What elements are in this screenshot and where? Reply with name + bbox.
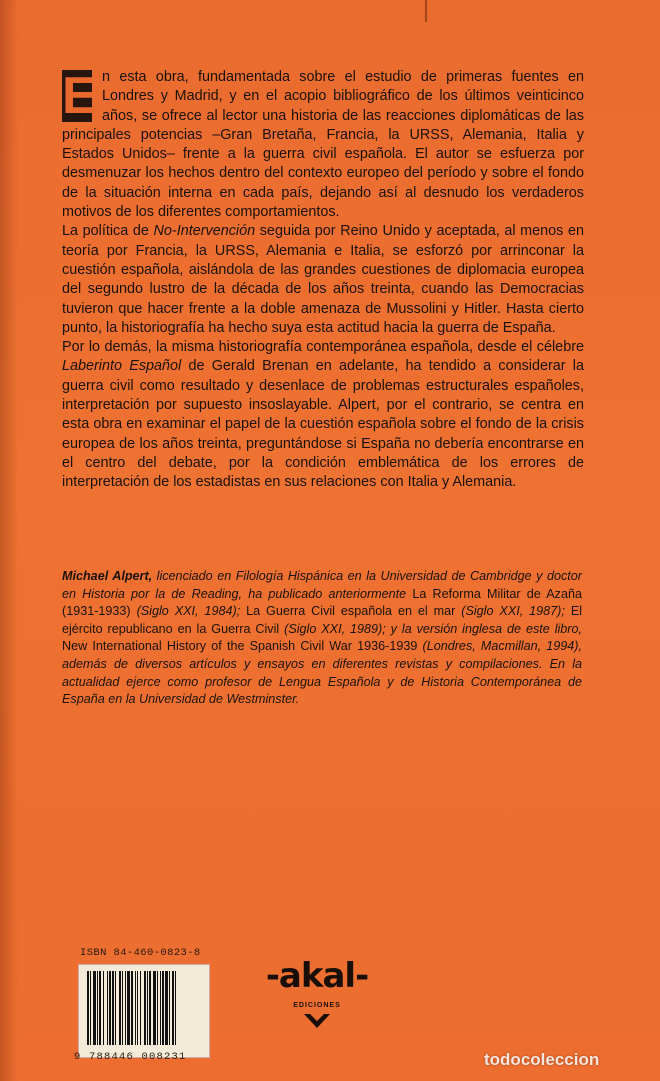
barcode bbox=[78, 964, 210, 1058]
barcode-bar bbox=[144, 971, 146, 1045]
barcode-bar bbox=[135, 971, 136, 1045]
spine-shadow bbox=[0, 0, 18, 1081]
paragraph-2-text-a: La política de bbox=[62, 223, 154, 240]
synopsis-paragraph-3 bbox=[62, 338, 584, 492]
paragraph-1-text: n esta obra, fundamentada sobre el estudio de primeras fuentes en Londres y Madrid, y en el acopio bibliográfico de los últimos veinticinco años, se ofrece al lector una historia de las reacciones diplomáticas de las principales potencias –Gran Bretaña, Francia, la URSS, Alemania, Italia y Estados Unidos– frente a la guerra civil española. El autor se esfuerza por desmenuzar los hechos dentro del contexto europeo del período y sobre el fondo de la situación interna en cada país, dejando así al desnudo los verdaderos motivos de los diferentes comportamientos. bbox=[62, 69, 584, 221]
bio-book-4: New International History of the Spanish Civil War 1936-1939 bbox=[62, 639, 423, 654]
paragraph-3-text-b: de Gerald Brenan en adelante, ha tendido a considerar la guerra civil como resultado y desenlace de problemas estructurales españoles, interpretación por supuesto insoslayable. Alpert, por el contrario, se centra en esta obra en examinar el papel de la cuestión española sobre el fondo de la crisis europea de los años treinta, preguntándose si España no debería encontrarse en el centro del debate, por la condición emblemática de los errores de interpretación de los estadistas en sus relaciones con Italia y Alemania. bbox=[62, 358, 584, 491]
bio-text-3: (Siglo XXI, 1987); bbox=[461, 604, 565, 619]
barcode-bars bbox=[85, 971, 203, 1045]
barcode-bar bbox=[140, 971, 141, 1045]
barcode-bar bbox=[147, 971, 148, 1045]
barcode-bar bbox=[87, 971, 89, 1045]
barcode-bar bbox=[97, 971, 98, 1045]
barcode-bar bbox=[169, 971, 170, 1045]
barcode-bar bbox=[99, 971, 101, 1045]
barcode-bar bbox=[90, 971, 91, 1045]
author-name: Michael Alpert, bbox=[62, 569, 153, 583]
barcode-bar bbox=[137, 971, 138, 1045]
bio-text-5: (Londres, Macmillan, 1994), además de diversos artículos y ensayos en diferentes revistas y compilaciones. En la actualidad ejerce como profesor de Lengua Española y de Historia Contemporánea de España en la Universidad de Westminster. bbox=[62, 639, 582, 707]
synopsis-paragraph-2 bbox=[62, 222, 584, 338]
barcode-bar bbox=[127, 971, 130, 1045]
dropcap-letter: E bbox=[62, 67, 97, 125]
barcode-bar bbox=[109, 971, 111, 1045]
barcode-bar bbox=[119, 971, 121, 1045]
paragraph-2-text-b: seguida por Reino Unido y aceptada, al menos en teoría por Francia, la URSS, Alemania e Italia, se esforzó por arrinconar la cuestión española, aislándola de las grandes cuestiones de diplomacia europea del segundo lustro de la década de los años treinta, cuando las Democracias tuvieron que hacer frente a la doble amenaza de Mussolini y Hitler. Hasta cierto punto, la historiografía ha hecho suya esta actitud hacia la guerra de España. bbox=[62, 223, 585, 336]
synopsis-text bbox=[62, 68, 584, 493]
publisher-logo bbox=[262, 950, 372, 1040]
barcode-bar bbox=[115, 971, 116, 1045]
isbn-label: ISBN 84-460-0823-8 bbox=[80, 947, 201, 959]
barcode-bar bbox=[153, 971, 156, 1045]
bio-text-4: (Siglo XXI, 1989); y la versión inglesa de este libro, bbox=[284, 621, 582, 636]
barcode-bar bbox=[157, 971, 158, 1045]
bio-text-1: licenciado en Filología Hispánica en la Universidad de Cambridge y doctor en Historia por la de Reading, ha publicado anteriormente bbox=[62, 569, 583, 601]
watermark: todocoleccion bbox=[484, 1050, 600, 1069]
barcode-bar bbox=[149, 971, 151, 1045]
barcode-number: 9 788446 008231 bbox=[74, 1051, 187, 1063]
barcode-bar bbox=[103, 971, 104, 1045]
barcode-bar bbox=[131, 971, 133, 1045]
bio-book-2: La Guerra Civil española en el mar bbox=[240, 604, 462, 619]
paragraph-2-italic: No-Intervención bbox=[153, 223, 256, 240]
bio-text-2: (Siglo XXI, 1984); bbox=[136, 604, 241, 619]
publisher-logo-mark bbox=[262, 950, 372, 1040]
paragraph-3-italic: Laberinto Español bbox=[62, 358, 182, 375]
paragraph-3-text-a: Por lo demás, la misma historiografía contemporánea española, desde el célebre bbox=[62, 339, 584, 356]
bio-book-3: El ejército republicano en la Guerra Civil bbox=[62, 604, 583, 636]
barcode-bar bbox=[160, 971, 161, 1045]
barcode-bar bbox=[162, 971, 164, 1045]
barcode-bar bbox=[172, 971, 174, 1045]
barcode-bar bbox=[107, 971, 108, 1045]
barcode-bar bbox=[165, 971, 168, 1045]
barcode-bar bbox=[175, 971, 176, 1045]
crease-mark bbox=[425, 0, 427, 22]
barcode-bar bbox=[122, 971, 123, 1045]
barcode-bar bbox=[125, 971, 126, 1045]
barcode-bar bbox=[93, 971, 96, 1045]
publisher-logo-text: -akal- bbox=[265, 956, 369, 996]
synopsis-paragraph-1 bbox=[62, 68, 584, 222]
publisher-logo-subtext: EDICIONES bbox=[293, 1002, 341, 1009]
barcode-bar bbox=[112, 971, 114, 1045]
author-bio bbox=[62, 568, 582, 709]
bio-book-1: La Reforma Militar de Azaña (1931-1933) bbox=[62, 586, 582, 619]
